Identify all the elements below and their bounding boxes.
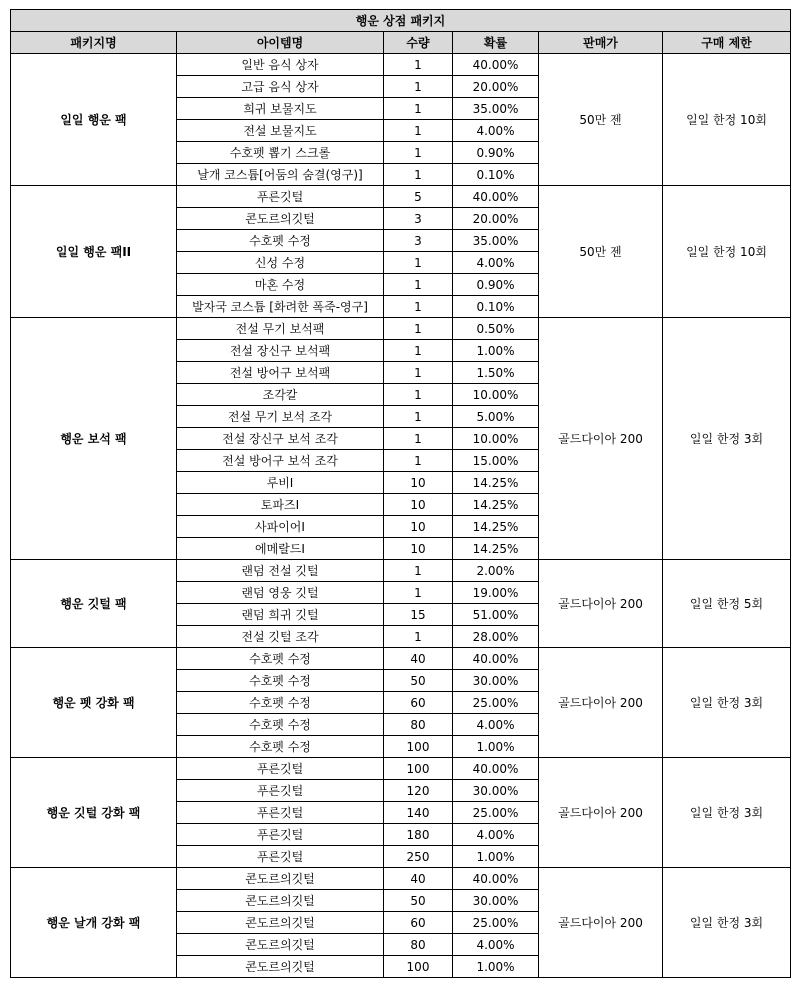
quantity-cell: 180 <box>384 824 453 846</box>
item-name-cell: 푸른깃털 <box>177 824 384 846</box>
quantity-cell: 1 <box>384 98 453 120</box>
quantity-cell: 60 <box>384 912 453 934</box>
price-cell: 골드다이아 200 <box>539 868 663 978</box>
item-name-cell: 콘도르의깃털 <box>177 956 384 978</box>
probability-cell: 4.00% <box>453 934 539 956</box>
quantity-cell: 15 <box>384 604 453 626</box>
probability-cell: 20.00% <box>453 208 539 230</box>
purchase-limit-cell: 일일 한정 3회 <box>663 648 791 758</box>
quantity-cell: 1 <box>384 296 453 318</box>
price-cell: 골드다이아 200 <box>539 318 663 560</box>
probability-cell: 40.00% <box>453 758 539 780</box>
item-name-cell: 랜덤 영웅 깃털 <box>177 582 384 604</box>
item-name-cell: 고급 음식 상자 <box>177 76 384 98</box>
item-name-cell: 에메랄드I <box>177 538 384 560</box>
probability-cell: 40.00% <box>453 868 539 890</box>
table-title: 행운 상점 패키지 <box>11 10 791 32</box>
quantity-cell: 3 <box>384 230 453 252</box>
package-name-cell: 행운 보석 팩 <box>11 318 177 560</box>
quantity-cell: 250 <box>384 846 453 868</box>
probability-cell: 2.00% <box>453 560 539 582</box>
quantity-cell: 100 <box>384 736 453 758</box>
probability-cell: 14.25% <box>453 538 539 560</box>
probability-cell: 25.00% <box>453 802 539 824</box>
quantity-cell: 3 <box>384 208 453 230</box>
item-name-cell: 수호펫 뽑기 스크롤 <box>177 142 384 164</box>
quantity-cell: 1 <box>384 406 453 428</box>
probability-cell: 0.90% <box>453 142 539 164</box>
column-header-row <box>11 32 791 54</box>
item-name-cell: 날개 코스튬[어둠의 숨결(영구)] <box>177 164 384 186</box>
table-row <box>11 868 791 890</box>
package-name-cell: 일일 행운 팩 <box>11 54 177 186</box>
probability-cell: 35.00% <box>453 230 539 252</box>
probability-cell: 25.00% <box>453 912 539 934</box>
quantity-cell: 1 <box>384 318 453 340</box>
header-package-name: 패키지명 <box>11 32 177 54</box>
table-row <box>11 560 791 582</box>
probability-cell: 35.00% <box>453 98 539 120</box>
probability-cell: 51.00% <box>453 604 539 626</box>
item-name-cell: 토파즈I <box>177 494 384 516</box>
probability-cell: 30.00% <box>453 890 539 912</box>
probability-cell: 10.00% <box>453 428 539 450</box>
quantity-cell: 40 <box>384 648 453 670</box>
purchase-limit-cell: 일일 한정 3회 <box>663 758 791 868</box>
quantity-cell: 80 <box>384 714 453 736</box>
quantity-cell: 140 <box>384 802 453 824</box>
probability-cell: 4.00% <box>453 120 539 142</box>
package-name-cell: 일일 행운 팩II <box>11 186 177 318</box>
quantity-cell: 120 <box>384 780 453 802</box>
quantity-cell: 1 <box>384 142 453 164</box>
item-name-cell: 푸른깃털 <box>177 780 384 802</box>
quantity-cell: 10 <box>384 538 453 560</box>
probability-cell: 0.50% <box>453 318 539 340</box>
quantity-cell: 1 <box>384 274 453 296</box>
item-name-cell: 랜덤 전설 깃털 <box>177 560 384 582</box>
lucky-shop-package-table <box>10 9 791 978</box>
quantity-cell: 1 <box>384 428 453 450</box>
table-body <box>11 54 791 978</box>
probability-cell: 14.25% <box>453 472 539 494</box>
quantity-cell: 1 <box>384 54 453 76</box>
probability-cell: 4.00% <box>453 714 539 736</box>
item-name-cell: 푸른깃털 <box>177 802 384 824</box>
header-probability: 확률 <box>453 32 539 54</box>
item-name-cell: 조각칼 <box>177 384 384 406</box>
purchase-limit-cell: 일일 한정 10회 <box>663 54 791 186</box>
item-name-cell: 전설 방어구 보석 조각 <box>177 450 384 472</box>
quantity-cell: 100 <box>384 758 453 780</box>
package-name-cell: 행운 날개 강화 팩 <box>11 868 177 978</box>
purchase-limit-cell: 일일 한정 10회 <box>663 186 791 318</box>
probability-cell: 1.50% <box>453 362 539 384</box>
item-name-cell: 콘도르의깃털 <box>177 868 384 890</box>
item-name-cell: 전설 깃털 조각 <box>177 626 384 648</box>
purchase-limit-cell: 일일 한정 5회 <box>663 560 791 648</box>
purchase-limit-cell: 일일 한정 3회 <box>663 318 791 560</box>
price-cell: 골드다이아 200 <box>539 758 663 868</box>
probability-cell: 40.00% <box>453 648 539 670</box>
price-cell: 50만 젠 <box>539 186 663 318</box>
probability-cell: 25.00% <box>453 692 539 714</box>
item-name-cell: 사파이어I <box>177 516 384 538</box>
quantity-cell: 1 <box>384 120 453 142</box>
probability-cell: 14.25% <box>453 494 539 516</box>
quantity-cell: 10 <box>384 516 453 538</box>
item-name-cell: 수호펫 수정 <box>177 670 384 692</box>
quantity-cell: 1 <box>384 384 453 406</box>
quantity-cell: 1 <box>384 450 453 472</box>
probability-cell: 1.00% <box>453 736 539 758</box>
price-cell: 골드다이아 200 <box>539 648 663 758</box>
probability-cell: 14.25% <box>453 516 539 538</box>
quantity-cell: 50 <box>384 890 453 912</box>
header-quantity: 수량 <box>384 32 453 54</box>
item-name-cell: 마혼 수정 <box>177 274 384 296</box>
item-name-cell: 전설 보물지도 <box>177 120 384 142</box>
probability-cell: 30.00% <box>453 670 539 692</box>
item-name-cell: 콘도르의깃털 <box>177 912 384 934</box>
probability-cell: 28.00% <box>453 626 539 648</box>
item-name-cell: 루비I <box>177 472 384 494</box>
item-name-cell: 푸른깃털 <box>177 758 384 780</box>
quantity-cell: 1 <box>384 560 453 582</box>
purchase-limit-cell: 일일 한정 3회 <box>663 868 791 978</box>
item-name-cell: 수호펫 수정 <box>177 692 384 714</box>
header-price: 판매가 <box>539 32 663 54</box>
probability-cell: 19.00% <box>453 582 539 604</box>
item-name-cell: 전설 무기 보석 조각 <box>177 406 384 428</box>
probability-cell: 15.00% <box>453 450 539 472</box>
quantity-cell: 5 <box>384 186 453 208</box>
table-row <box>11 758 791 780</box>
package-name-cell: 행운 깃털 팩 <box>11 560 177 648</box>
probability-cell: 40.00% <box>453 54 539 76</box>
item-name-cell: 푸른깃털 <box>177 846 384 868</box>
quantity-cell: 1 <box>384 362 453 384</box>
quantity-cell: 10 <box>384 472 453 494</box>
probability-cell: 0.90% <box>453 274 539 296</box>
item-name-cell: 전설 장신구 보석팩 <box>177 340 384 362</box>
probability-cell: 40.00% <box>453 186 539 208</box>
item-name-cell: 콘도르의깃털 <box>177 890 384 912</box>
item-name-cell: 전설 방어구 보석팩 <box>177 362 384 384</box>
item-name-cell: 발자국 코스튬 [화려한 폭죽-영구] <box>177 296 384 318</box>
quantity-cell: 40 <box>384 868 453 890</box>
header-item-name: 아이템명 <box>177 32 384 54</box>
price-cell: 골드다이아 200 <box>539 560 663 648</box>
probability-cell: 1.00% <box>453 956 539 978</box>
quantity-cell: 1 <box>384 164 453 186</box>
probability-cell: 1.00% <box>453 340 539 362</box>
item-name-cell: 수호펫 수정 <box>177 230 384 252</box>
item-name-cell: 수호펫 수정 <box>177 648 384 670</box>
item-name-cell: 콘도르의깃털 <box>177 208 384 230</box>
header-purchase-limit: 구매 제한 <box>663 32 791 54</box>
table-row <box>11 54 791 76</box>
quantity-cell: 100 <box>384 956 453 978</box>
item-name-cell: 수호펫 수정 <box>177 736 384 758</box>
probability-cell: 0.10% <box>453 296 539 318</box>
table-row <box>11 648 791 670</box>
quantity-cell: 1 <box>384 252 453 274</box>
probability-cell: 20.00% <box>453 76 539 98</box>
quantity-cell: 50 <box>384 670 453 692</box>
item-name-cell: 희귀 보물지도 <box>177 98 384 120</box>
probability-cell: 10.00% <box>453 384 539 406</box>
probability-cell: 1.00% <box>453 846 539 868</box>
quantity-cell: 1 <box>384 626 453 648</box>
package-name-cell: 행운 깃털 강화 팩 <box>11 758 177 868</box>
quantity-cell: 10 <box>384 494 453 516</box>
probability-cell: 4.00% <box>453 824 539 846</box>
item-name-cell: 랜덤 희귀 깃털 <box>177 604 384 626</box>
probability-cell: 30.00% <box>453 780 539 802</box>
quantity-cell: 1 <box>384 340 453 362</box>
item-name-cell: 전설 장신구 보석 조각 <box>177 428 384 450</box>
quantity-cell: 1 <box>384 582 453 604</box>
quantity-cell: 80 <box>384 934 453 956</box>
item-name-cell: 일반 음식 상자 <box>177 54 384 76</box>
table-row <box>11 318 791 340</box>
quantity-cell: 60 <box>384 692 453 714</box>
item-name-cell: 푸른깃털 <box>177 186 384 208</box>
item-name-cell: 신성 수정 <box>177 252 384 274</box>
probability-cell: 0.10% <box>453 164 539 186</box>
item-name-cell: 전설 무기 보석팩 <box>177 318 384 340</box>
item-name-cell: 콘도르의깃털 <box>177 934 384 956</box>
table-row <box>11 186 791 208</box>
probability-cell: 5.00% <box>453 406 539 428</box>
package-name-cell: 행운 펫 강화 팩 <box>11 648 177 758</box>
probability-cell: 4.00% <box>453 252 539 274</box>
price-cell: 50만 젠 <box>539 54 663 186</box>
item-name-cell: 수호펫 수정 <box>177 714 384 736</box>
quantity-cell: 1 <box>384 76 453 98</box>
